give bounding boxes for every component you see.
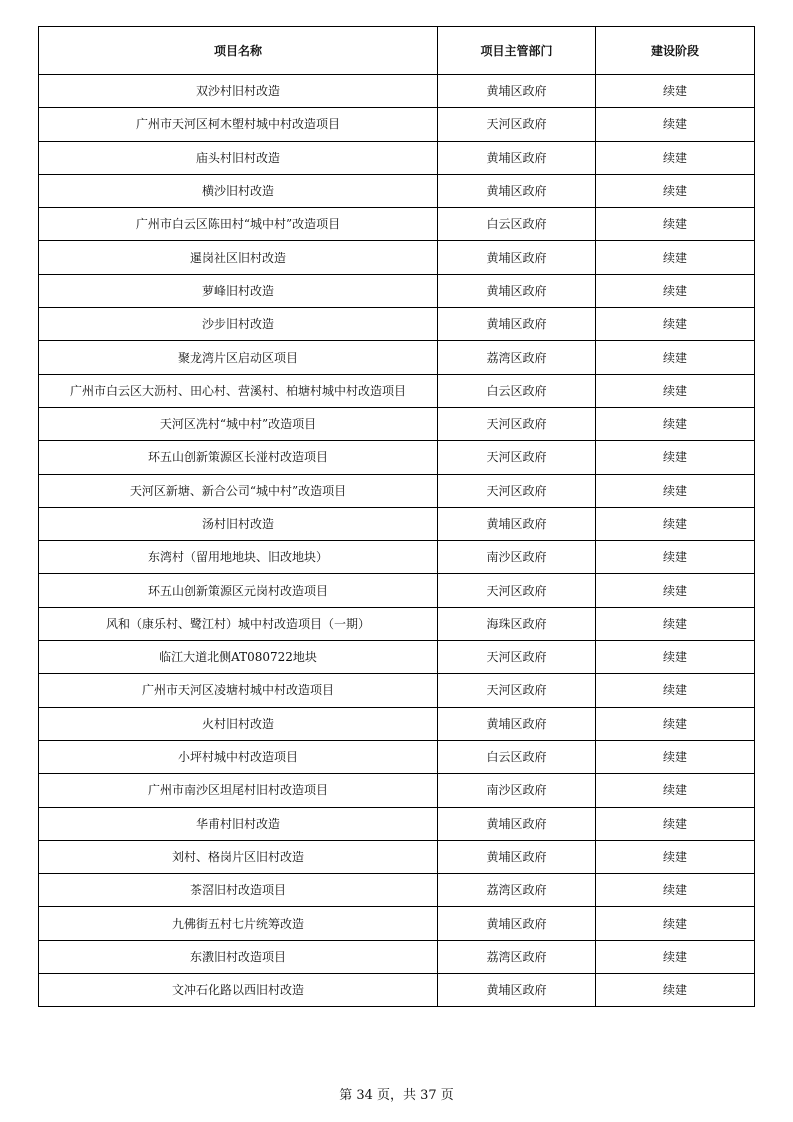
department-cell: 天河区政府 <box>438 674 596 707</box>
department-cell: 天河区政府 <box>438 641 596 674</box>
table-row <box>39 574 755 607</box>
project-name-cell: 天河区新塘、新合公司“城中村”改造项目 <box>39 474 438 507</box>
project-name-cell: 萝峰旧村改造 <box>39 274 438 307</box>
department-cell: 白云区政府 <box>438 374 596 407</box>
department-cell: 黄埔区政府 <box>438 241 596 274</box>
table-row <box>39 374 755 407</box>
stage-cell: 续建 <box>596 174 755 207</box>
table-row <box>39 308 755 341</box>
stage-cell: 续建 <box>596 707 755 740</box>
stage-cell: 续建 <box>596 374 755 407</box>
project-name-cell: 汤村旧村改造 <box>39 507 438 540</box>
project-name-cell: 风和（康乐村、鹭江村）城中村改造项目（一期） <box>39 607 438 640</box>
project-name-cell: 广州市白云区陈田村“城中村”改造项目 <box>39 208 438 241</box>
department-cell: 黄埔区政府 <box>438 707 596 740</box>
stage-cell: 续建 <box>596 208 755 241</box>
stage-cell: 续建 <box>596 974 755 1007</box>
table-row <box>39 407 755 440</box>
header-department: 项目主管部门 <box>438 27 596 75</box>
stage-cell: 续建 <box>596 441 755 474</box>
stage-cell: 续建 <box>596 607 755 640</box>
table-row <box>39 208 755 241</box>
department-cell: 天河区政府 <box>438 474 596 507</box>
project-name-cell: 广州市白云区大沥村、田心村、营溪村、柏塘村城中村改造项目 <box>39 374 438 407</box>
table-row <box>39 341 755 374</box>
project-name-cell: 环五山创新策源区长湴村改造项目 <box>39 441 438 474</box>
project-name-cell: 广州市天河区柯木塱村城中村改造项目 <box>39 108 438 141</box>
project-name-cell: 华甫村旧村改造 <box>39 807 438 840</box>
stage-cell: 续建 <box>596 641 755 674</box>
project-name-cell: 双沙村旧村改造 <box>39 75 438 108</box>
department-cell: 南沙区政府 <box>438 541 596 574</box>
department-cell: 荔湾区政府 <box>438 874 596 907</box>
department-cell: 黄埔区政府 <box>438 807 596 840</box>
stage-cell: 续建 <box>596 840 755 873</box>
project-name-cell: 聚龙湾片区启动区项目 <box>39 341 438 374</box>
department-cell: 黄埔区政府 <box>438 907 596 940</box>
table-row <box>39 940 755 973</box>
table-row <box>39 774 755 807</box>
stage-cell: 续建 <box>596 474 755 507</box>
project-name-cell: 暹岗社区旧村改造 <box>39 241 438 274</box>
project-name-cell: 广州市天河区凌塘村城中村改造项目 <box>39 674 438 707</box>
stage-cell: 续建 <box>596 75 755 108</box>
table-row <box>39 75 755 108</box>
stage-cell: 续建 <box>596 940 755 973</box>
department-cell: 天河区政府 <box>438 441 596 474</box>
project-name-cell: 文冲石化路以西旧村改造 <box>39 974 438 1007</box>
table-row <box>39 874 755 907</box>
table-body <box>39 75 755 1007</box>
stage-cell: 续建 <box>596 407 755 440</box>
project-name-cell: 九佛街五村七片统筹改造 <box>39 907 438 940</box>
stage-cell: 续建 <box>596 507 755 540</box>
department-cell: 荔湾区政府 <box>438 341 596 374</box>
project-name-cell: 广州市南沙区坦尾村旧村改造项目 <box>39 774 438 807</box>
stage-cell: 续建 <box>596 241 755 274</box>
project-name-cell: 刘村、格岗片区旧村改造 <box>39 840 438 873</box>
stage-cell: 续建 <box>596 308 755 341</box>
project-name-cell: 临江大道北侧AT080722地块 <box>39 641 438 674</box>
stage-cell: 续建 <box>596 541 755 574</box>
table-row <box>39 707 755 740</box>
table-row <box>39 641 755 674</box>
department-cell: 黄埔区政府 <box>438 174 596 207</box>
table-row <box>39 541 755 574</box>
table-row <box>39 840 755 873</box>
table-row <box>39 807 755 840</box>
table-row <box>39 740 755 773</box>
table-row <box>39 274 755 307</box>
header-project-name: 项目名称 <box>39 27 438 75</box>
stage-cell: 续建 <box>596 807 755 840</box>
department-cell: 白云区政府 <box>438 208 596 241</box>
table-row <box>39 674 755 707</box>
header-stage: 建设阶段 <box>596 27 755 75</box>
table-row <box>39 974 755 1007</box>
department-cell: 黄埔区政府 <box>438 507 596 540</box>
department-cell: 南沙区政府 <box>438 774 596 807</box>
project-name-cell: 小坪村城中村改造项目 <box>39 740 438 773</box>
table-row <box>39 108 755 141</box>
table-header-row <box>39 27 755 75</box>
department-cell: 天河区政府 <box>438 407 596 440</box>
project-name-cell: 环五山创新策源区元岗村改造项目 <box>39 574 438 607</box>
project-name-cell: 茶滘旧村改造项目 <box>39 874 438 907</box>
table-row <box>39 174 755 207</box>
project-name-cell: 庙头村旧村改造 <box>39 141 438 174</box>
department-cell: 天河区政府 <box>438 574 596 607</box>
stage-cell: 续建 <box>596 740 755 773</box>
project-name-cell: 横沙旧村改造 <box>39 174 438 207</box>
department-cell: 黄埔区政府 <box>438 75 596 108</box>
project-name-cell: 火村旧村改造 <box>39 707 438 740</box>
table-row <box>39 241 755 274</box>
stage-cell: 续建 <box>596 141 755 174</box>
stage-cell: 续建 <box>596 674 755 707</box>
department-cell: 天河区政府 <box>438 108 596 141</box>
stage-cell: 续建 <box>596 774 755 807</box>
department-cell: 黄埔区政府 <box>438 141 596 174</box>
project-name-cell: 东湾村（留用地地块、旧改地块） <box>39 541 438 574</box>
page-number: 第 34 页，共 37 页 <box>339 1088 454 1103</box>
stage-cell: 续建 <box>596 874 755 907</box>
stage-cell: 续建 <box>596 341 755 374</box>
table-row <box>39 141 755 174</box>
stage-cell: 续建 <box>596 907 755 940</box>
department-cell: 黄埔区政府 <box>438 308 596 341</box>
table-row <box>39 507 755 540</box>
department-cell: 海珠区政府 <box>438 607 596 640</box>
department-cell: 黄埔区政府 <box>438 274 596 307</box>
stage-cell: 续建 <box>596 274 755 307</box>
table-row <box>39 474 755 507</box>
table-row <box>39 441 755 474</box>
department-cell: 荔湾区政府 <box>438 940 596 973</box>
stage-cell: 续建 <box>596 574 755 607</box>
project-name-cell: 东漖旧村改造项目 <box>39 940 438 973</box>
stage-cell: 续建 <box>596 108 755 141</box>
project-name-cell: 沙步旧村改造 <box>39 308 438 341</box>
department-cell: 黄埔区政府 <box>438 840 596 873</box>
project-name-cell: 天河区冼村“城中村”改造项目 <box>39 407 438 440</box>
project-table <box>38 26 755 1007</box>
department-cell: 黄埔区政府 <box>438 974 596 1007</box>
table-row <box>39 907 755 940</box>
department-cell: 白云区政府 <box>438 740 596 773</box>
table-row <box>39 607 755 640</box>
